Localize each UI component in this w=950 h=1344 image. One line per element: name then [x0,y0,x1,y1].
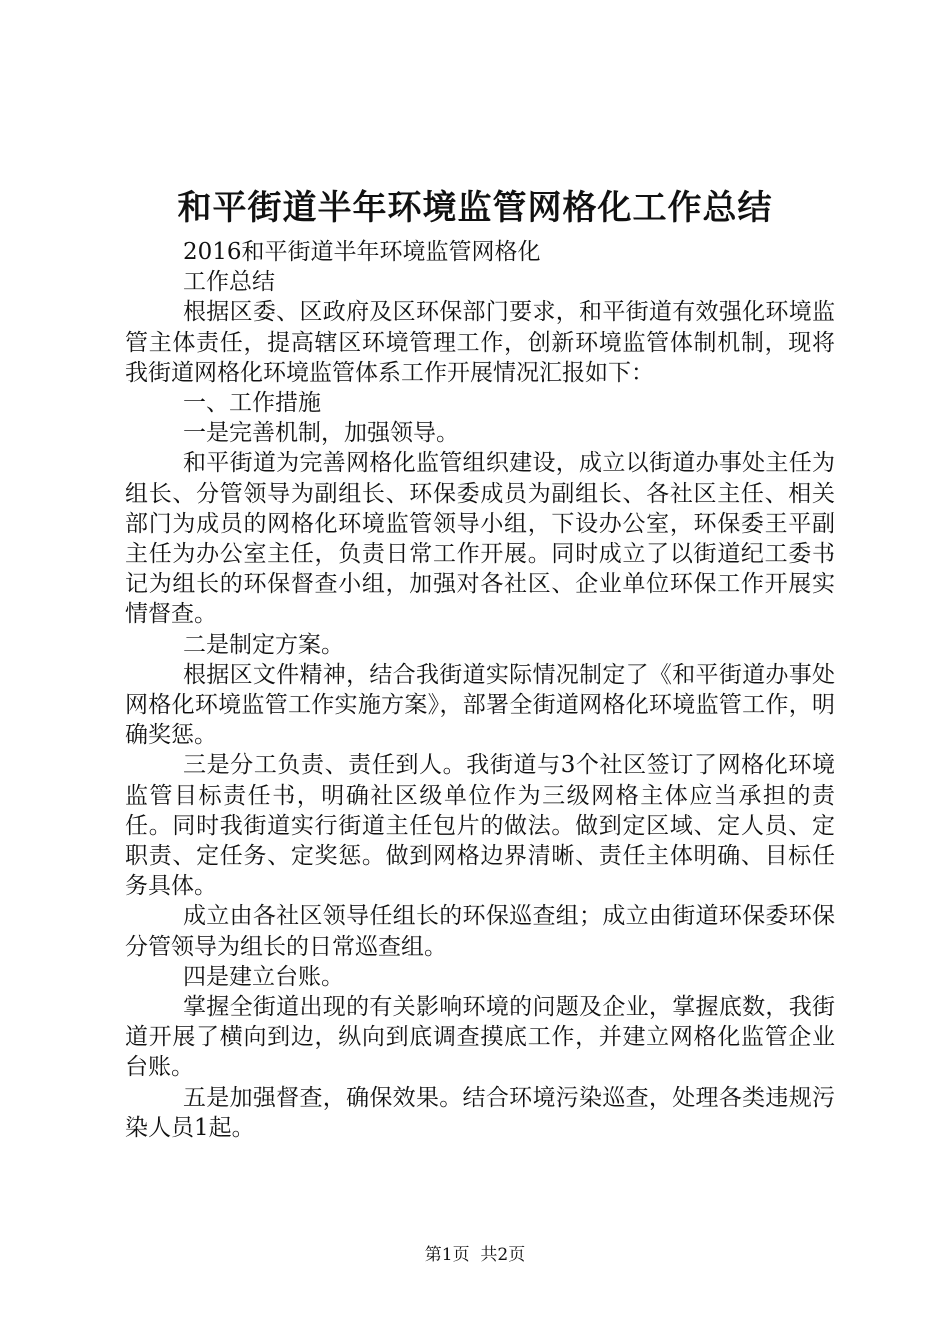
point-heading-2: 二是制定方案。 [183,631,344,658]
section-heading-measures: 一、工作措施 [183,390,321,417]
document-body [125,237,835,1143]
paragraph: 掌握全街道出现的有关影响环境的问题及企业，掌握底数，我街道开展了横向到边，纵向到底调查摸底工作，并建立网格化监管企业台账。 [125,994,835,1081]
subtitle-line-2: 工作总结 [183,269,275,296]
page-footer: 第1页 共2页 [424,1245,526,1265]
paragraph: 成立由各社区领导任组长的环保巡查组；成立由街道环保委环保分管领导为组长的日常巡查组。 [125,903,835,960]
point-paragraph-3: 三是分工负责、责任到人。我街道与3个社区签订了网格化环境监管目标责任书，明确社区级单位作为三级网格主体应当承担的责任。同时我街道实行街道主任包片的做法。做到定区域、定人员、定职责、定任务、定奖惩。做到网格边界清晰、责任主体明确、目标任务具体。 [125,752,835,900]
paragraph: 和平街道为完善网格化监管组织建设，成立以街道办事处主任为组长、分管领导为副组长、环保委成员为副组长、各社区主任、相关部门为成员的网格化环境监管领导小组，下设办公室，环保委王平副主任为办公室主任，负责日常工作开展。同时成立了以街道纪工委书记为组长的环保督查小组，加强对各社区、企业单位环保工作开展实情督查。 [125,450,835,628]
point-paragraph-5: 五是加强督查，确保效果。结合环境污染巡查，处理各类违规污染人员1起。 [125,1084,835,1141]
document-title: 和平街道半年环境监管网格化工作总结 [177,188,773,228]
point-heading-1: 一是完善机制，加强领导。 [183,420,459,447]
subtitle-line-1: 2016和平街道半年环境监管网格化 [183,239,541,265]
intro-paragraph: 根据区委、区政府及区环保部门要求，和平街道有效强化环境监管主体责任，提高辖区环境管理工作，创新环境监管体制机制，现将我街道网格化环境监管体系工作开展情况汇报如下： [125,299,835,386]
point-heading-4: 四是建立台账。 [183,963,344,990]
paragraph: 根据区文件精神，结合我街道实际情况制定了《和平街道办事处网格化环境监管工作实施方案》，部署全街道网格化环境监管工作，明确奖惩。 [125,661,835,749]
